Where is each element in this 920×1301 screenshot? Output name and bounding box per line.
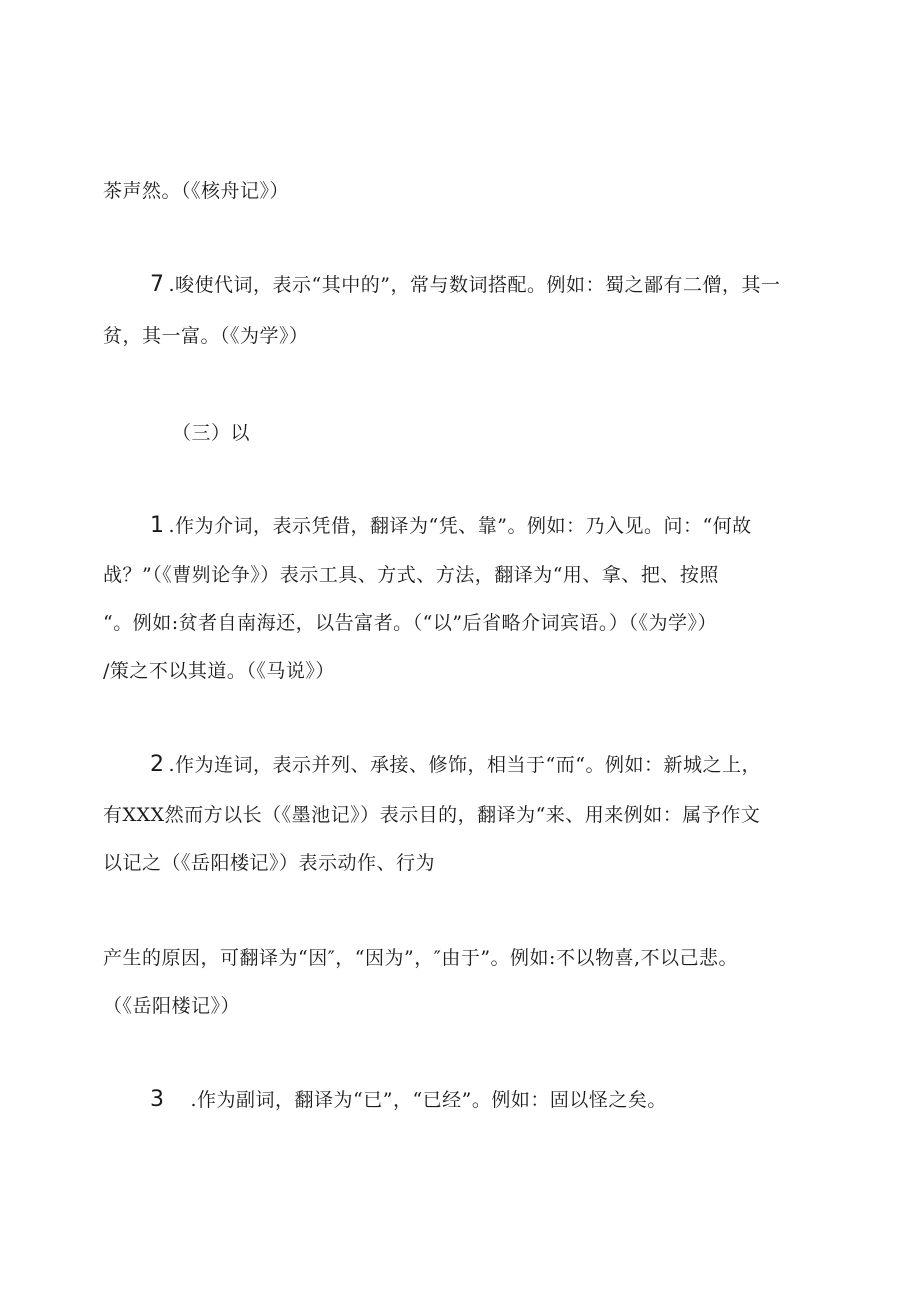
- paragraph-text: .作为连词，表示并列、承接、修饰，相当于“而“。例如：新城之上，: [168, 754, 761, 776]
- item-1-line-2: 战？”（《曹刿论争》）表示工具、方式、方法，翻译为“用、拿、把、按照: [103, 564, 719, 586]
- list-number: 1: [150, 513, 165, 538]
- item-2-line-4: 产生的原因，可翻译为“因″，“因为”，″由于”。例如:不以物喜,不以己悲。: [103, 947, 738, 969]
- paragraph-text: .作为副词，翻译为“已”，“已经”。例如：固以怪之矣。: [190, 1089, 667, 1111]
- item-1-line-4: /策之不以其道。（《马说》）: [103, 660, 335, 682]
- item-3-line-1: [150, 1087, 667, 1113]
- item-2-line-2: 有XXX然而方以长（《墨池记》）表示目的，翻译为“来、用来例如：属予作文: [103, 804, 761, 826]
- paragraph-text: .作为介词，表示凭借，翻译为“凭、靠”。例如：乃入见。问：“何故: [168, 515, 752, 537]
- paragraph-text: .唆使代词，表示“其中的”，常与数词搭配。例如：蜀之鄙有二僧，其一: [168, 274, 781, 296]
- item-1-line-1: [150, 513, 752, 539]
- list-number: 7: [150, 272, 165, 297]
- list-number: 2: [150, 752, 165, 777]
- item-2-line-1: [150, 752, 761, 778]
- paragraph-7-line-2: 贫，其一富。（《为学》）: [103, 325, 309, 347]
- paragraph-line: 茶声然。（《核舟记》）: [103, 180, 290, 202]
- item-2-line-3: 以记之（《岳阳楼记》）表示动作、行为: [103, 852, 436, 874]
- paragraph-7-line-1: [150, 272, 780, 298]
- list-number: 3: [150, 1087, 165, 1112]
- item-1-line-3: “。例如:贫者自南海还，以告富者。（“以”后省略介词宾语。）（《为学》）: [103, 612, 718, 634]
- item-2-line-5: （《岳阳楼记》）: [103, 995, 241, 1017]
- section-heading: （三）以: [172, 422, 251, 444]
